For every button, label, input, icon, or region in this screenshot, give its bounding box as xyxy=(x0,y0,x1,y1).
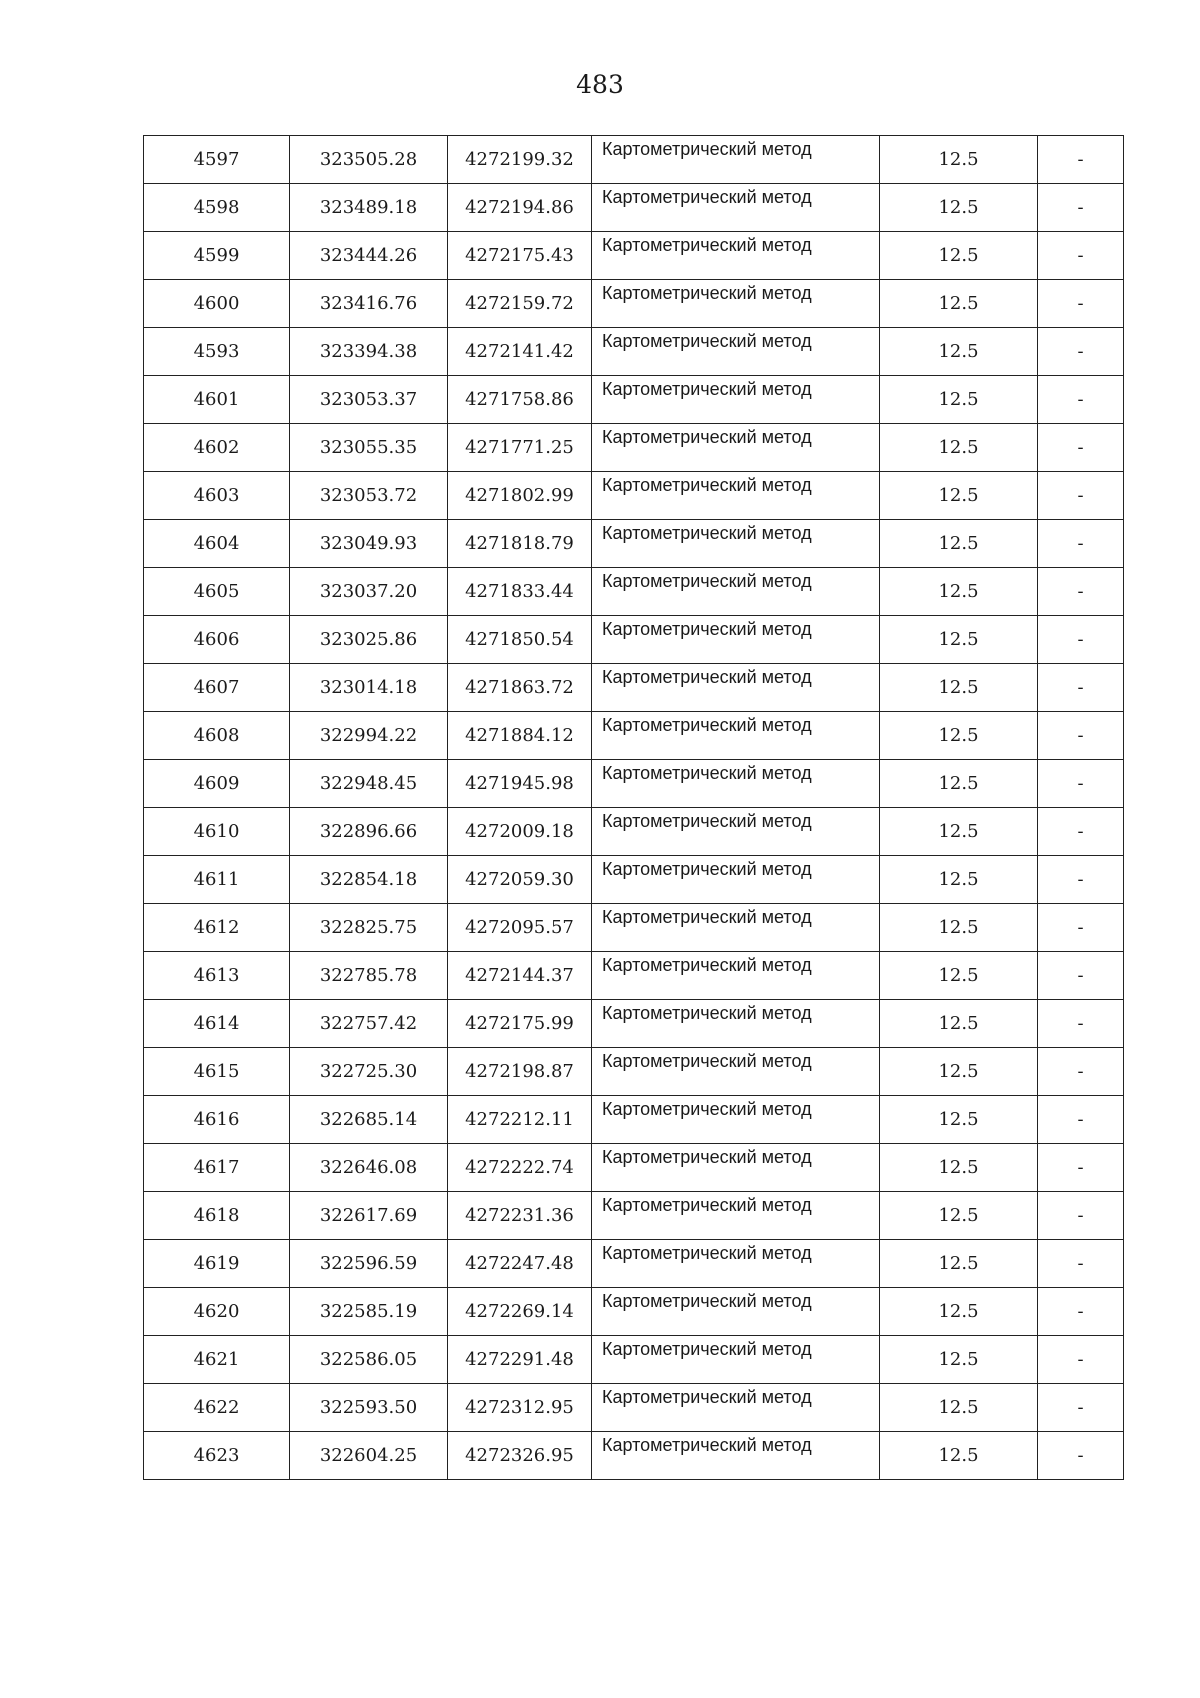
note-cell: - xyxy=(1038,664,1124,712)
table-row xyxy=(144,760,1124,808)
accuracy-cell: 12.5 xyxy=(880,1384,1038,1432)
table-row xyxy=(144,472,1124,520)
note-cell: - xyxy=(1038,760,1124,808)
table-row xyxy=(144,376,1124,424)
y-coordinate-cell: 4272095.57 xyxy=(448,904,592,952)
note-cell: - xyxy=(1038,1336,1124,1384)
point-number-cell: 4603 xyxy=(144,472,290,520)
y-coordinate-cell: 4272059.30 xyxy=(448,856,592,904)
method-cell: Картометрический метод xyxy=(592,808,880,856)
note-cell: - xyxy=(1038,472,1124,520)
table-row xyxy=(144,1096,1124,1144)
method-cell: Картометрический метод xyxy=(592,520,880,568)
table-row xyxy=(144,520,1124,568)
note-cell: - xyxy=(1038,1240,1124,1288)
table-row xyxy=(144,1240,1124,1288)
table-row xyxy=(144,1144,1124,1192)
y-coordinate-cell: 4272144.37 xyxy=(448,952,592,1000)
point-number-cell: 4607 xyxy=(144,664,290,712)
accuracy-cell: 12.5 xyxy=(880,856,1038,904)
x-coordinate-cell: 322586.05 xyxy=(290,1336,448,1384)
point-number-cell: 4601 xyxy=(144,376,290,424)
point-number-cell: 4621 xyxy=(144,1336,290,1384)
method-cell: Картометрический метод xyxy=(592,328,880,376)
note-cell: - xyxy=(1038,1048,1124,1096)
accuracy-cell: 12.5 xyxy=(880,376,1038,424)
point-number-cell: 4615 xyxy=(144,1048,290,1096)
note-cell: - xyxy=(1038,616,1124,664)
y-coordinate-cell: 4272312.95 xyxy=(448,1384,592,1432)
x-coordinate-cell: 323037.20 xyxy=(290,568,448,616)
note-cell: - xyxy=(1038,1000,1124,1048)
y-coordinate-cell: 4272159.72 xyxy=(448,280,592,328)
table-row xyxy=(144,856,1124,904)
table-row xyxy=(144,952,1124,1000)
note-cell: - xyxy=(1038,568,1124,616)
accuracy-cell: 12.5 xyxy=(880,280,1038,328)
x-coordinate-cell: 322785.78 xyxy=(290,952,448,1000)
point-number-cell: 4593 xyxy=(144,328,290,376)
note-cell: - xyxy=(1038,136,1124,184)
table-row xyxy=(144,1336,1124,1384)
method-cell: Картометрический метод xyxy=(592,1432,880,1480)
y-coordinate-cell: 4271863.72 xyxy=(448,664,592,712)
accuracy-cell: 12.5 xyxy=(880,952,1038,1000)
coordinates-table xyxy=(143,135,1124,1480)
coordinates-table-body xyxy=(144,136,1124,1480)
accuracy-cell: 12.5 xyxy=(880,808,1038,856)
y-coordinate-cell: 4272212.11 xyxy=(448,1096,592,1144)
method-cell: Картометрический метод xyxy=(592,184,880,232)
y-coordinate-cell: 4271818.79 xyxy=(448,520,592,568)
table-row xyxy=(144,184,1124,232)
table-row xyxy=(144,664,1124,712)
x-coordinate-cell: 323416.76 xyxy=(290,280,448,328)
table-row xyxy=(144,1384,1124,1432)
y-coordinate-cell: 4272269.14 xyxy=(448,1288,592,1336)
accuracy-cell: 12.5 xyxy=(880,1048,1038,1096)
method-cell: Картометрический метод xyxy=(592,1048,880,1096)
point-number-cell: 4598 xyxy=(144,184,290,232)
note-cell: - xyxy=(1038,1096,1124,1144)
accuracy-cell: 12.5 xyxy=(880,424,1038,472)
y-coordinate-cell: 4271833.44 xyxy=(448,568,592,616)
method-cell: Картометрический метод xyxy=(592,952,880,1000)
table-row xyxy=(144,328,1124,376)
y-coordinate-cell: 4272326.95 xyxy=(448,1432,592,1480)
x-coordinate-cell: 323489.18 xyxy=(290,184,448,232)
method-cell: Картометрический метод xyxy=(592,1384,880,1432)
point-number-cell: 4600 xyxy=(144,280,290,328)
x-coordinate-cell: 322593.50 xyxy=(290,1384,448,1432)
y-coordinate-cell: 4272291.48 xyxy=(448,1336,592,1384)
method-cell: Картометрический метод xyxy=(592,1144,880,1192)
point-number-cell: 4611 xyxy=(144,856,290,904)
method-cell: Картометрический метод xyxy=(592,568,880,616)
y-coordinate-cell: 4271771.25 xyxy=(448,424,592,472)
x-coordinate-cell: 323053.37 xyxy=(290,376,448,424)
y-coordinate-cell: 4272247.48 xyxy=(448,1240,592,1288)
note-cell: - xyxy=(1038,1384,1124,1432)
table-row xyxy=(144,1000,1124,1048)
x-coordinate-cell: 323505.28 xyxy=(290,136,448,184)
note-cell: - xyxy=(1038,1432,1124,1480)
x-coordinate-cell: 322604.25 xyxy=(290,1432,448,1480)
note-cell: - xyxy=(1038,424,1124,472)
x-coordinate-cell: 322757.42 xyxy=(290,1000,448,1048)
note-cell: - xyxy=(1038,904,1124,952)
method-cell: Картометрический метод xyxy=(592,1000,880,1048)
method-cell: Картометрический метод xyxy=(592,136,880,184)
method-cell: Картометрический метод xyxy=(592,1240,880,1288)
point-number-cell: 4599 xyxy=(144,232,290,280)
accuracy-cell: 12.5 xyxy=(880,712,1038,760)
point-number-cell: 4608 xyxy=(144,712,290,760)
point-number-cell: 4606 xyxy=(144,616,290,664)
accuracy-cell: 12.5 xyxy=(880,664,1038,712)
table-row xyxy=(144,136,1124,184)
table-row xyxy=(144,616,1124,664)
x-coordinate-cell: 322825.75 xyxy=(290,904,448,952)
x-coordinate-cell: 322994.22 xyxy=(290,712,448,760)
accuracy-cell: 12.5 xyxy=(880,904,1038,952)
method-cell: Картометрический метод xyxy=(592,760,880,808)
table-row xyxy=(144,1048,1124,1096)
x-coordinate-cell: 322685.14 xyxy=(290,1096,448,1144)
accuracy-cell: 12.5 xyxy=(880,568,1038,616)
point-number-cell: 4605 xyxy=(144,568,290,616)
x-coordinate-cell: 322646.08 xyxy=(290,1144,448,1192)
point-number-cell: 4613 xyxy=(144,952,290,1000)
point-number-cell: 4602 xyxy=(144,424,290,472)
table-row xyxy=(144,808,1124,856)
x-coordinate-cell: 322596.59 xyxy=(290,1240,448,1288)
accuracy-cell: 12.5 xyxy=(880,1432,1038,1480)
accuracy-cell: 12.5 xyxy=(880,472,1038,520)
x-coordinate-cell: 323055.35 xyxy=(290,424,448,472)
table-row xyxy=(144,1288,1124,1336)
method-cell: Картометрический метод xyxy=(592,424,880,472)
point-number-cell: 4619 xyxy=(144,1240,290,1288)
y-coordinate-cell: 4271758.86 xyxy=(448,376,592,424)
y-coordinate-cell: 4271802.99 xyxy=(448,472,592,520)
x-coordinate-cell: 322948.45 xyxy=(290,760,448,808)
accuracy-cell: 12.5 xyxy=(880,1288,1038,1336)
note-cell: - xyxy=(1038,184,1124,232)
method-cell: Картометрический метод xyxy=(592,376,880,424)
y-coordinate-cell: 4271850.54 xyxy=(448,616,592,664)
accuracy-cell: 12.5 xyxy=(880,1336,1038,1384)
accuracy-cell: 12.5 xyxy=(880,136,1038,184)
accuracy-cell: 12.5 xyxy=(880,184,1038,232)
x-coordinate-cell: 323053.72 xyxy=(290,472,448,520)
accuracy-cell: 12.5 xyxy=(880,232,1038,280)
note-cell: - xyxy=(1038,1192,1124,1240)
note-cell: - xyxy=(1038,808,1124,856)
note-cell: - xyxy=(1038,1288,1124,1336)
y-coordinate-cell: 4271884.12 xyxy=(448,712,592,760)
x-coordinate-cell: 322725.30 xyxy=(290,1048,448,1096)
table-row xyxy=(144,424,1124,472)
method-cell: Картометрический метод xyxy=(592,1096,880,1144)
note-cell: - xyxy=(1038,376,1124,424)
point-number-cell: 4622 xyxy=(144,1384,290,1432)
note-cell: - xyxy=(1038,520,1124,568)
page-number: 483 xyxy=(576,70,624,99)
accuracy-cell: 12.5 xyxy=(880,1240,1038,1288)
method-cell: Картометрический метод xyxy=(592,616,880,664)
point-number-cell: 4612 xyxy=(144,904,290,952)
note-cell: - xyxy=(1038,1144,1124,1192)
point-number-cell: 4618 xyxy=(144,1192,290,1240)
point-number-cell: 4616 xyxy=(144,1096,290,1144)
note-cell: - xyxy=(1038,856,1124,904)
method-cell: Картометрический метод xyxy=(592,1192,880,1240)
method-cell: Картометрический метод xyxy=(592,856,880,904)
note-cell: - xyxy=(1038,952,1124,1000)
y-coordinate-cell: 4271945.98 xyxy=(448,760,592,808)
x-coordinate-cell: 323394.38 xyxy=(290,328,448,376)
table-row xyxy=(144,280,1124,328)
method-cell: Картометрический метод xyxy=(592,280,880,328)
accuracy-cell: 12.5 xyxy=(880,1192,1038,1240)
y-coordinate-cell: 4272141.42 xyxy=(448,328,592,376)
method-cell: Картометрический метод xyxy=(592,472,880,520)
point-number-cell: 4623 xyxy=(144,1432,290,1480)
y-coordinate-cell: 4272222.74 xyxy=(448,1144,592,1192)
point-number-cell: 4609 xyxy=(144,760,290,808)
x-coordinate-cell: 322585.19 xyxy=(290,1288,448,1336)
accuracy-cell: 12.5 xyxy=(880,520,1038,568)
accuracy-cell: 12.5 xyxy=(880,616,1038,664)
y-coordinate-cell: 4272198.87 xyxy=(448,1048,592,1096)
point-number-cell: 4620 xyxy=(144,1288,290,1336)
method-cell: Картометрический метод xyxy=(592,232,880,280)
table-row xyxy=(144,904,1124,952)
x-coordinate-cell: 323014.18 xyxy=(290,664,448,712)
x-coordinate-cell: 322617.69 xyxy=(290,1192,448,1240)
accuracy-cell: 12.5 xyxy=(880,1144,1038,1192)
point-number-cell: 4617 xyxy=(144,1144,290,1192)
accuracy-cell: 12.5 xyxy=(880,1000,1038,1048)
y-coordinate-cell: 4272175.99 xyxy=(448,1000,592,1048)
note-cell: - xyxy=(1038,712,1124,760)
note-cell: - xyxy=(1038,232,1124,280)
x-coordinate-cell: 322896.66 xyxy=(290,808,448,856)
note-cell: - xyxy=(1038,280,1124,328)
table-row xyxy=(144,232,1124,280)
y-coordinate-cell: 4272199.32 xyxy=(448,136,592,184)
method-cell: Картометрический метод xyxy=(592,664,880,712)
x-coordinate-cell: 323025.86 xyxy=(290,616,448,664)
x-coordinate-cell: 323444.26 xyxy=(290,232,448,280)
accuracy-cell: 12.5 xyxy=(880,1096,1038,1144)
point-number-cell: 4597 xyxy=(144,136,290,184)
method-cell: Картометрический метод xyxy=(592,1288,880,1336)
table-row xyxy=(144,1192,1124,1240)
accuracy-cell: 12.5 xyxy=(880,328,1038,376)
y-coordinate-cell: 4272194.86 xyxy=(448,184,592,232)
method-cell: Картометрический метод xyxy=(592,712,880,760)
x-coordinate-cell: 323049.93 xyxy=(290,520,448,568)
accuracy-cell: 12.5 xyxy=(880,760,1038,808)
point-number-cell: 4610 xyxy=(144,808,290,856)
table-row xyxy=(144,568,1124,616)
method-cell: Картометрический метод xyxy=(592,904,880,952)
y-coordinate-cell: 4272009.18 xyxy=(448,808,592,856)
y-coordinate-cell: 4272175.43 xyxy=(448,232,592,280)
method-cell: Картометрический метод xyxy=(592,1336,880,1384)
point-number-cell: 4614 xyxy=(144,1000,290,1048)
y-coordinate-cell: 4272231.36 xyxy=(448,1192,592,1240)
note-cell: - xyxy=(1038,328,1124,376)
table-row xyxy=(144,712,1124,760)
table-row xyxy=(144,1432,1124,1480)
x-coordinate-cell: 322854.18 xyxy=(290,856,448,904)
point-number-cell: 4604 xyxy=(144,520,290,568)
